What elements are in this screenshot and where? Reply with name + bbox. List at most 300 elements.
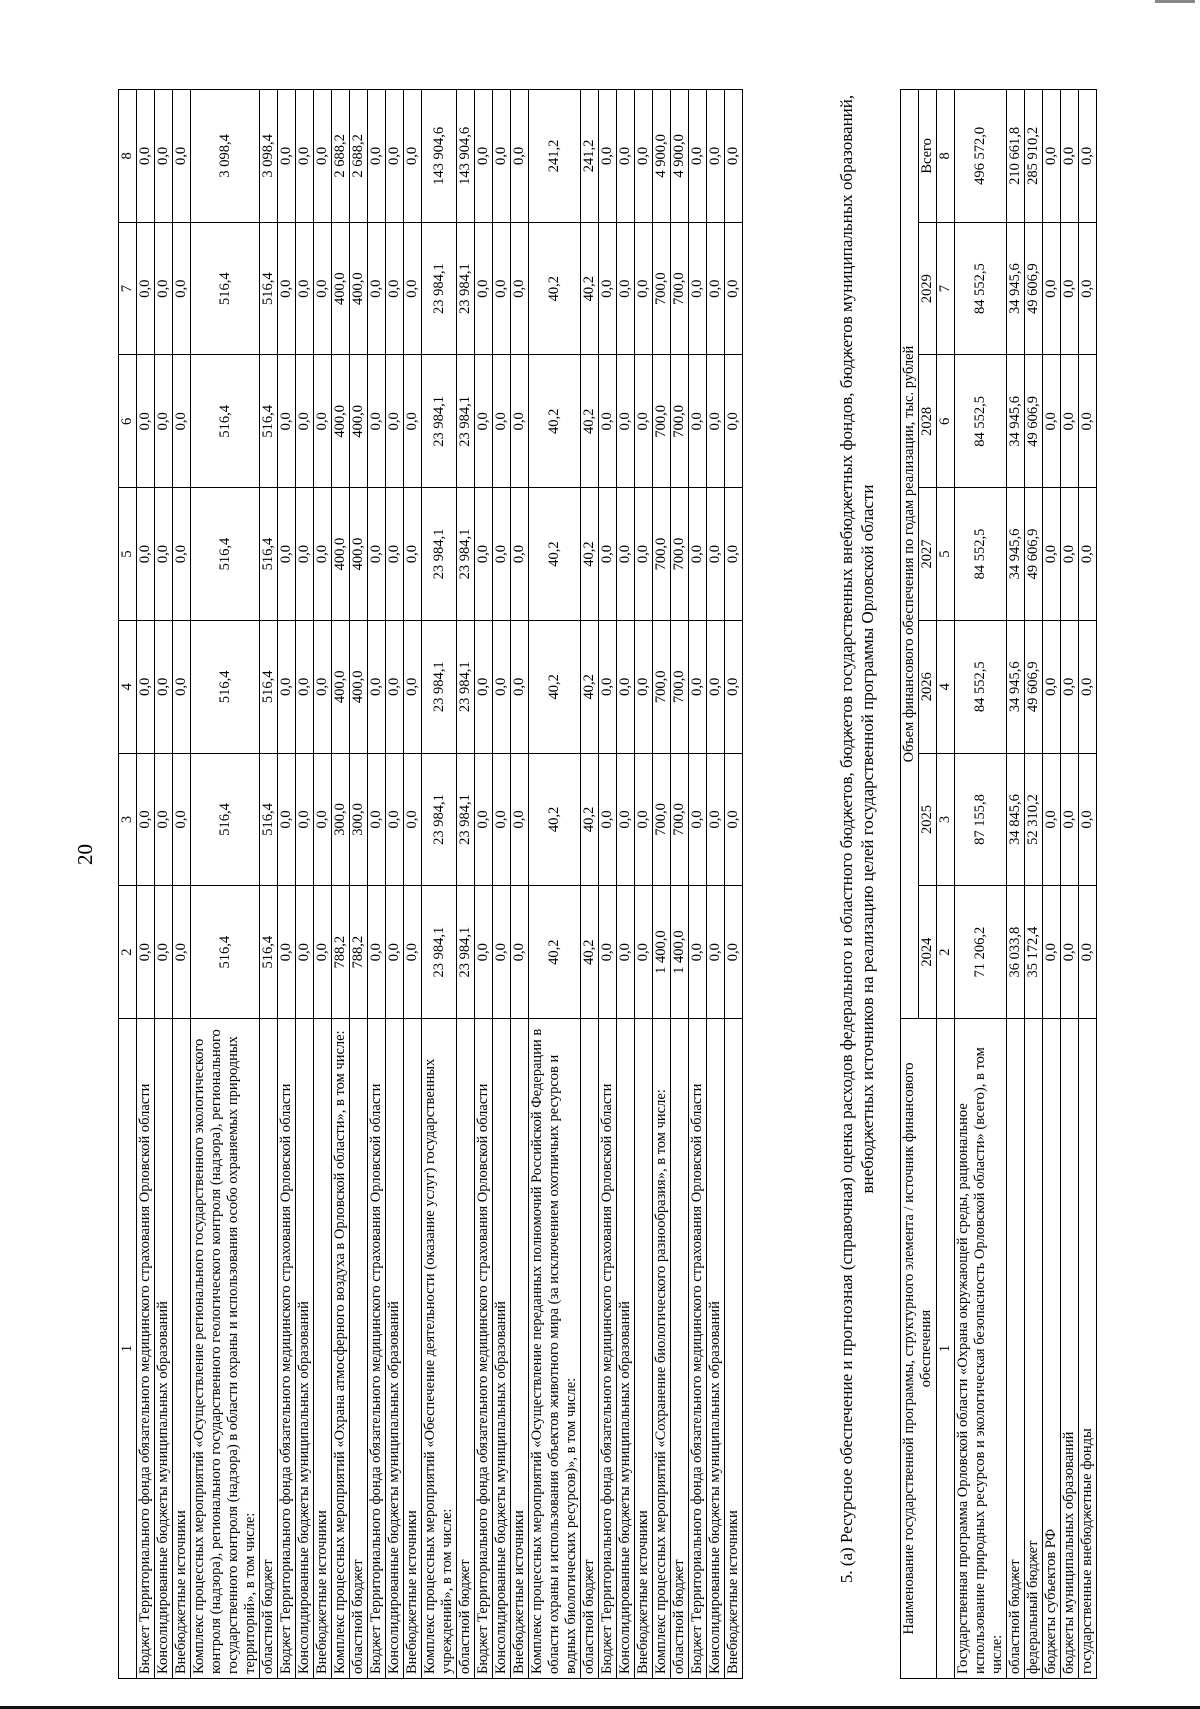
table1-value-cell: 0,0 (404, 620, 422, 753)
table1-value-cell: 0,0 (368, 90, 386, 223)
table1-value-cell: 23 984,1 (422, 753, 457, 886)
table1-value-cell: 0,0 (493, 886, 511, 1019)
table1-row-name: Бюджет Территориального фонда обязательного медицинского страхования Орловской области (278, 1019, 296, 1679)
table1-value-cell: 0,0 (296, 886, 314, 1019)
table1-value-cell: 516,4 (260, 488, 278, 621)
table1-value-cell: 0,0 (725, 886, 743, 1019)
table1-value-cell: 0,0 (689, 355, 707, 488)
table1-value-cell: 0,0 (155, 90, 173, 223)
table1-value-cell: 0,0 (386, 886, 404, 1019)
table2-value-cell: 71 206,2 (955, 886, 1007, 1019)
table1-row (511, 90, 529, 1679)
table2-row (1079, 90, 1097, 1679)
table1-value-cell: 0,0 (368, 753, 386, 886)
table1-value-cell: 0,0 (173, 488, 191, 621)
table1-value-cell: 0,0 (368, 355, 386, 488)
table2-year-cell: 2025 (919, 753, 937, 886)
table1-value-cell: 0,0 (386, 753, 404, 886)
table1-row-name: областной бюджет (581, 1019, 599, 1679)
table1-value-cell: 700,0 (671, 620, 689, 753)
table1-value-cell: 0,0 (599, 90, 617, 223)
table1-row (529, 90, 581, 1679)
table2-col-number-cell: 5 (937, 488, 955, 621)
table1-value-cell: 0,0 (404, 753, 422, 886)
table1-value-cell: 0,0 (599, 886, 617, 1019)
table1-value-cell: 0,0 (173, 222, 191, 355)
table1-value-cell: 0,0 (617, 355, 635, 488)
table1-row (350, 90, 368, 1679)
table1-row-name: Консолидированные бюджеты муниципальных образований (386, 1019, 404, 1679)
table1-value-cell: 0,0 (278, 753, 296, 886)
table1-value-cell: 700,0 (653, 488, 671, 621)
table1-row-name: Консолидированные бюджеты муниципальных образований (155, 1019, 173, 1679)
table1-value-cell: 0,0 (475, 90, 493, 223)
table2-value-cell: 0,0 (1043, 90, 1061, 223)
table1-row (155, 90, 173, 1679)
table1-value-cell: 400,0 (332, 488, 350, 621)
table1-value-cell: 0,0 (404, 90, 422, 223)
table1-value-cell: 0,0 (511, 355, 529, 488)
table1-value-cell: 0,0 (386, 355, 404, 488)
table1-row-name: Комплекс процессных мероприятий «Осуществление регионального государственного экологического контроля (надзора), регионального государственного геологического контроля (надзора), регионального государственного контроля (надзора) в области охраны и использования особо охраняемых природных территорий», в том числе: (191, 1019, 260, 1679)
table1-value-cell: 0,0 (617, 886, 635, 1019)
table1-value-cell: 40,2 (529, 620, 581, 753)
table1-value-cell: 241,2 (529, 90, 581, 223)
table1-value-cell: 0,0 (707, 886, 725, 1019)
table1-value-cell: 0,0 (278, 886, 296, 1019)
table1-value-cell: 0,0 (689, 886, 707, 1019)
table1-value-cell: 0,0 (173, 620, 191, 753)
table1-value-cell: 516,4 (260, 886, 278, 1019)
table1-row-name: областной бюджет (457, 1019, 475, 1679)
table1-value-cell: 23 984,1 (422, 886, 457, 1019)
table1-row (314, 90, 332, 1679)
table1-row-name: Консолидированные бюджеты муниципальных образований (296, 1019, 314, 1679)
table1-header-cell: 7 (119, 222, 137, 355)
table1-value-cell: 0,0 (475, 222, 493, 355)
table2-value-cell: 34 845,6 (1007, 753, 1025, 886)
table2-value-cell: 0,0 (1061, 488, 1079, 621)
table1-value-cell: 0,0 (707, 620, 725, 753)
table2-value-cell: 0,0 (1079, 222, 1097, 355)
table2-value-cell: 34 945,6 (1007, 355, 1025, 488)
table1-value-cell: 0,0 (137, 90, 155, 223)
table1-value-cell: 516,4 (191, 753, 260, 886)
table1-header-cell: 5 (119, 488, 137, 621)
table1-value-cell: 0,0 (278, 222, 296, 355)
table2-value-cell: 210 661,8 (1007, 90, 1025, 223)
table1-row-name: Внебюджетные источники (314, 1019, 332, 1679)
table1-value-cell: 0,0 (296, 753, 314, 886)
table2-value-cell: 84 552,5 (955, 355, 1007, 488)
table1-value-cell: 0,0 (386, 222, 404, 355)
table1-value-cell: 0,0 (155, 620, 173, 753)
table1-value-cell: 516,4 (191, 222, 260, 355)
table1-value-cell: 0,0 (296, 90, 314, 223)
table1-value-cell: 516,4 (260, 620, 278, 753)
table1-row-name: Бюджет Территориального фонда обязательного медицинского страхования Орловской области (368, 1019, 386, 1679)
table1-row (635, 90, 653, 1679)
table1-value-cell: 0,0 (707, 355, 725, 488)
table2-col-numbers-row (937, 90, 955, 1679)
table1-header-cell: 3 (119, 753, 137, 886)
table2-row-name: бюджеты субъектов РФ (1043, 1019, 1061, 1679)
table2-row (1043, 90, 1061, 1679)
table1-value-cell: 0,0 (314, 753, 332, 886)
page-number: 20 (73, 844, 97, 865)
table1-value-cell: 400,0 (350, 222, 368, 355)
table1-row-name: Консолидированные бюджеты муниципальных образований (617, 1019, 635, 1679)
table2-volume-header: Объем финансового обеспечения по годам реализации, тыс. рублей (901, 90, 919, 1019)
table1-value-cell: 516,4 (191, 886, 260, 1019)
table2-year-cell: Всего (919, 90, 937, 223)
table2-value-cell: 0,0 (1061, 753, 1079, 886)
table2-value-cell: 34 945,6 (1007, 222, 1025, 355)
table1-value-cell: 23 984,1 (422, 620, 457, 753)
table1-value-cell: 0,0 (599, 488, 617, 621)
table1-header-cell: 2 (119, 886, 137, 1019)
table2-year-cell: 2027 (919, 488, 937, 621)
table2-value-cell: 34 945,6 (1007, 488, 1025, 621)
table1-value-cell: 0,0 (599, 753, 617, 886)
table2-value-cell: 35 172,4 (1025, 886, 1043, 1019)
table2-value-cell: 49 606,9 (1025, 620, 1043, 753)
table1-value-cell: 0,0 (689, 753, 707, 886)
section-5-caption (836, 19, 878, 1659)
table1-value-cell: 788,2 (350, 886, 368, 1019)
table1-value-cell: 0,0 (725, 90, 743, 223)
table1-value-cell: 23 984,1 (457, 753, 475, 886)
table1-value-cell: 23 984,1 (457, 355, 475, 488)
table1-value-cell: 0,0 (314, 90, 332, 223)
table1-row (404, 90, 422, 1679)
table2-row (955, 90, 1007, 1679)
table1-value-cell: 40,2 (529, 753, 581, 886)
table2-value-cell: 52 310,2 (1025, 753, 1043, 886)
table1-value-cell: 0,0 (493, 753, 511, 886)
table1-value-cell: 23 984,1 (422, 355, 457, 488)
table1-value-cell: 0,0 (155, 886, 173, 1019)
table2-row-name: бюджеты муниципальных образований (1061, 1019, 1079, 1679)
table1-value-cell: 0,0 (725, 620, 743, 753)
table1-value-cell: 0,0 (278, 355, 296, 488)
table1-value-cell: 0,0 (173, 355, 191, 488)
table1-value-cell: 0,0 (296, 620, 314, 753)
table2-value-cell: 49 606,9 (1025, 488, 1043, 621)
table1-value-cell: 0,0 (314, 488, 332, 621)
table1-value-cell: 1 400,0 (653, 886, 671, 1019)
table1-value-cell: 0,0 (137, 355, 155, 488)
table1-value-cell: 0,0 (689, 488, 707, 621)
table1-value-cell: 0,0 (404, 222, 422, 355)
table2-value-cell: 84 552,5 (955, 488, 1007, 621)
table1-value-cell: 23 984,1 (457, 886, 475, 1019)
table2-row-name: Государственная программа Орловской области «Охрана окружающей среды, рациональное использование природных ресурсов и экологическая безопасность Орловской области» (всего), в том числе: (955, 1019, 1007, 1679)
table1-row-name: Внебюджетные источники (635, 1019, 653, 1679)
table2-value-cell: 0,0 (1043, 620, 1061, 753)
table1-value-cell: 0,0 (278, 90, 296, 223)
table1-value-cell: 400,0 (332, 620, 350, 753)
table1-value-cell: 3 098,4 (260, 90, 278, 223)
table1-value-cell: 0,0 (511, 488, 529, 621)
table1-value-cell: 0,0 (173, 886, 191, 1019)
table2-value-cell: 87 155,8 (955, 753, 1007, 886)
table2-row-name: государственные внебюджетные фонды (1079, 1019, 1097, 1679)
table1-value-cell: 23 984,1 (457, 620, 475, 753)
table1-value-cell: 0,0 (707, 753, 725, 886)
table2-value-cell: 0,0 (1061, 222, 1079, 355)
table2-value-cell: 0,0 (1043, 355, 1061, 488)
table1-row (653, 90, 671, 1679)
table1-value-cell: 0,0 (617, 222, 635, 355)
table1-value-cell: 0,0 (617, 620, 635, 753)
table1-row-name: Комплекс процессных мероприятий «Сохранение биологического разнообразия», в том числе: (653, 1019, 671, 1679)
table1-value-cell: 40,2 (581, 222, 599, 355)
table1-value-cell: 0,0 (314, 222, 332, 355)
table1-header-cell: 1 (119, 1019, 137, 1679)
table1-row-name: Консолидированные бюджеты муниципальных образований (707, 1019, 725, 1679)
table1-value-cell: 0,0 (617, 753, 635, 886)
table1-row-name: Внебюджетные источники (511, 1019, 529, 1679)
table2-col-number-cell: 4 (937, 620, 955, 753)
table2-row (1061, 90, 1079, 1679)
table2-value-cell: 0,0 (1079, 620, 1097, 753)
table1-value-cell: 700,0 (653, 753, 671, 886)
table2-value-cell: 0,0 (1061, 620, 1079, 753)
table1-value-cell: 300,0 (350, 753, 368, 886)
table1-row-name: Комплекс процессных мероприятий «Осуществление переданных полномочий Российской Федерации в области охраны и использования объектов животного мира (за исключением охотничьих ресурсов и водных биологических ресурсов)», в том числе: (529, 1019, 581, 1679)
table1-value-cell: 2 688,2 (332, 90, 350, 223)
table1-header-cell: 4 (119, 620, 137, 753)
table1-value-cell: 23 984,1 (457, 222, 475, 355)
table1-row (707, 90, 725, 1679)
table1-row-name: Внебюджетные источники (404, 1019, 422, 1679)
table1-row (689, 90, 707, 1679)
table2-value-cell: 84 552,5 (955, 222, 1007, 355)
table1-value-cell: 23 984,1 (422, 222, 457, 355)
table1-value-cell: 0,0 (475, 886, 493, 1019)
table1-value-cell: 700,0 (653, 222, 671, 355)
table2-value-cell: 0,0 (1043, 753, 1061, 886)
table1-row (191, 90, 260, 1679)
table1-header-row (119, 90, 137, 1679)
table1-value-cell: 143 904,6 (422, 90, 457, 223)
table1-value-cell: 0,0 (689, 222, 707, 355)
table1-value-cell: 0,0 (173, 90, 191, 223)
table1-value-cell: 0,0 (725, 355, 743, 488)
table1-value-cell: 788,2 (332, 886, 350, 1019)
table1-value-cell: 40,2 (581, 488, 599, 621)
table1-value-cell: 0,0 (635, 222, 653, 355)
table1-value-cell: 0,0 (599, 355, 617, 488)
table1-row (671, 90, 689, 1679)
table2-value-cell: 0,0 (1079, 886, 1097, 1019)
table1-value-cell: 0,0 (511, 90, 529, 223)
table1-row (599, 90, 617, 1679)
table1-row (422, 90, 457, 1679)
table1-value-cell: 0,0 (707, 488, 725, 621)
table1-value-cell: 0,0 (296, 355, 314, 488)
table1-value-cell: 0,0 (137, 886, 155, 1019)
table1-value-cell: 0,0 (617, 488, 635, 621)
table1-row-name: Бюджет Территориального фонда обязательного медицинского страхования Орловской области (599, 1019, 617, 1679)
table1-row-name: областной бюджет (260, 1019, 278, 1679)
table1-value-cell: 516,4 (260, 222, 278, 355)
table1-value-cell: 0,0 (725, 488, 743, 621)
table1-value-cell: 0,0 (368, 886, 386, 1019)
table1-value-cell: 0,0 (155, 222, 173, 355)
table1-value-cell: 2 688,2 (350, 90, 368, 223)
table1-value-cell: 0,0 (599, 620, 617, 753)
table2-year-cell: 2029 (919, 222, 937, 355)
table1-row-name: Бюджет Территориального фонда обязательного медицинского страхования Орловской области (475, 1019, 493, 1679)
table1-value-cell: 516,4 (260, 355, 278, 488)
table1-value-cell: 0,0 (635, 90, 653, 223)
table1-value-cell: 400,0 (350, 355, 368, 488)
table2-value-cell: 0,0 (1061, 355, 1079, 488)
table2-value-cell: 0,0 (1043, 886, 1061, 1019)
table1-row (617, 90, 635, 1679)
table2-value-cell: 49 606,9 (1025, 222, 1043, 355)
table2-value-cell: 84 552,5 (955, 620, 1007, 753)
table1-value-cell: 0,0 (404, 355, 422, 488)
table1-value-cell: 0,0 (635, 886, 653, 1019)
table1-row (368, 90, 386, 1679)
table1-value-cell: 0,0 (635, 488, 653, 621)
table1-value-cell: 4 900,0 (653, 90, 671, 223)
resource-funding-table (900, 89, 1097, 1679)
table2-year-cell: 2028 (919, 355, 937, 488)
table1-value-cell: 400,0 (332, 222, 350, 355)
table1-value-cell: 40,2 (581, 355, 599, 488)
table2-year-cell: 2026 (919, 620, 937, 753)
table2-col-number-cell: 2 (937, 886, 955, 1019)
table1-row (296, 90, 314, 1679)
table1-value-cell: 0,0 (707, 222, 725, 355)
table1-row (475, 90, 493, 1679)
table1-value-cell: 0,0 (475, 488, 493, 621)
table1-row (278, 90, 296, 1679)
table1-value-cell: 0,0 (725, 222, 743, 355)
table1-value-cell: 3 098,4 (191, 90, 260, 223)
table1-value-cell: 0,0 (386, 90, 404, 223)
table1-value-cell: 0,0 (635, 753, 653, 886)
table2-value-cell: 49 606,9 (1025, 355, 1043, 488)
table2-col-number-cell: 8 (937, 90, 955, 223)
table2-row-name: федеральный бюджет (1025, 1019, 1043, 1679)
table1-row-name: областной бюджет (671, 1019, 689, 1679)
table2-value-cell: 0,0 (1043, 222, 1061, 355)
table2-col-number-cell: 7 (937, 222, 955, 355)
table1-value-cell: 400,0 (350, 488, 368, 621)
table2-row-name: областной бюджет (1007, 1019, 1025, 1679)
table1-value-cell: 0,0 (493, 488, 511, 621)
table2-value-cell: 0,0 (1061, 886, 1079, 1019)
table2-col-number-cell: 6 (937, 355, 955, 488)
table1-header-cell: 6 (119, 355, 137, 488)
table1-value-cell: 0,0 (689, 90, 707, 223)
table1-row-name: Комплекс процессных мероприятий «Охрана атмосферного воздуха в Орловской области», в том числе: (332, 1019, 350, 1679)
funding-table-continued (118, 89, 743, 1679)
table1-value-cell: 0,0 (155, 355, 173, 488)
table1-header-cell: 8 (119, 90, 137, 223)
table1-value-cell: 0,0 (475, 753, 493, 886)
table1-row (332, 90, 350, 1679)
table1-row (457, 90, 475, 1679)
table1-row-name: Бюджет Территориального фонда обязательного медицинского страхования Орловской области (689, 1019, 707, 1679)
table1-value-cell: 0,0 (386, 488, 404, 621)
table2-value-cell: 0,0 (1079, 488, 1097, 621)
table1-value-cell: 40,2 (581, 886, 599, 1019)
table1-value-cell: 0,0 (493, 620, 511, 753)
table1-row-name: Консолидированные бюджеты муниципальных образований (493, 1019, 511, 1679)
table2-value-cell: 34 945,6 (1007, 620, 1025, 753)
table1-value-cell: 400,0 (350, 620, 368, 753)
table1-value-cell: 0,0 (278, 620, 296, 753)
table1-value-cell: 400,0 (332, 355, 350, 488)
table2-name-header: Наименование государственной программы, структурного элемента / источник финансового обеспечения (901, 1019, 937, 1679)
table1-value-cell: 516,4 (191, 488, 260, 621)
table1-value-cell: 300,0 (332, 753, 350, 886)
table1-value-cell: 23 984,1 (457, 488, 475, 621)
table1-row-name: Внебюджетные источники (725, 1019, 743, 1679)
table1-value-cell: 0,0 (155, 753, 173, 886)
table2-value-cell: 36 033,8 (1007, 886, 1025, 1019)
table1-value-cell: 700,0 (653, 355, 671, 488)
table1-value-cell: 0,0 (368, 620, 386, 753)
table2-value-cell: 0,0 (1079, 753, 1097, 886)
table1-value-cell: 40,2 (529, 488, 581, 621)
table2-value-cell: 285 910,2 (1025, 90, 1043, 223)
table1-value-cell: 0,0 (493, 355, 511, 488)
table1-value-cell: 0,0 (617, 90, 635, 223)
table1-value-cell: 0,0 (689, 620, 707, 753)
table1-value-cell: 0,0 (296, 222, 314, 355)
table2-row (1007, 90, 1025, 1679)
table1-row (493, 90, 511, 1679)
table1-value-cell: 0,0 (314, 886, 332, 1019)
table1-value-cell: 23 984,1 (422, 488, 457, 621)
caption-line-1: 5. (а) Ресурсное обеспечение и прогнозная (справочная) оценка расходов федерального и областного бюджетов, бюджетов государственных внебюджетных фондов, бюджетов муниципальных образований, (837, 94, 856, 1584)
table1-value-cell: 0,0 (475, 620, 493, 753)
table1-value-cell: 0,0 (707, 90, 725, 223)
table1-value-cell: 143 904,6 (457, 90, 475, 223)
table1-value-cell: 700,0 (653, 620, 671, 753)
table1-value-cell: 0,0 (725, 753, 743, 886)
caption-line-2: внебюджетных источников на реализацию целей государственной программы Орловской области (858, 484, 877, 1194)
table1-value-cell: 700,0 (671, 753, 689, 886)
table1-value-cell: 0,0 (511, 222, 529, 355)
table1-value-cell: 0,0 (368, 488, 386, 621)
table1-value-cell: 0,0 (493, 222, 511, 355)
table1-value-cell: 0,0 (635, 355, 653, 488)
table1-row (581, 90, 599, 1679)
table1-value-cell: 516,4 (260, 753, 278, 886)
table1-value-cell: 0,0 (173, 753, 191, 886)
table1-value-cell: 0,0 (493, 90, 511, 223)
table1-value-cell: 40,2 (529, 222, 581, 355)
table1-value-cell: 700,0 (671, 488, 689, 621)
table1-row-name: Бюджет Территориального фонда обязательного медицинского страхования Орловской области (137, 1019, 155, 1679)
table1-value-cell: 40,2 (581, 753, 599, 886)
table1-value-cell: 0,0 (296, 488, 314, 621)
table1-value-cell: 0,0 (635, 620, 653, 753)
table1-value-cell: 0,0 (314, 355, 332, 488)
table1-value-cell: 516,4 (191, 620, 260, 753)
table2-value-cell: 496 572,0 (955, 90, 1007, 223)
table1-value-cell: 0,0 (137, 222, 155, 355)
table1-value-cell: 0,0 (511, 753, 529, 886)
